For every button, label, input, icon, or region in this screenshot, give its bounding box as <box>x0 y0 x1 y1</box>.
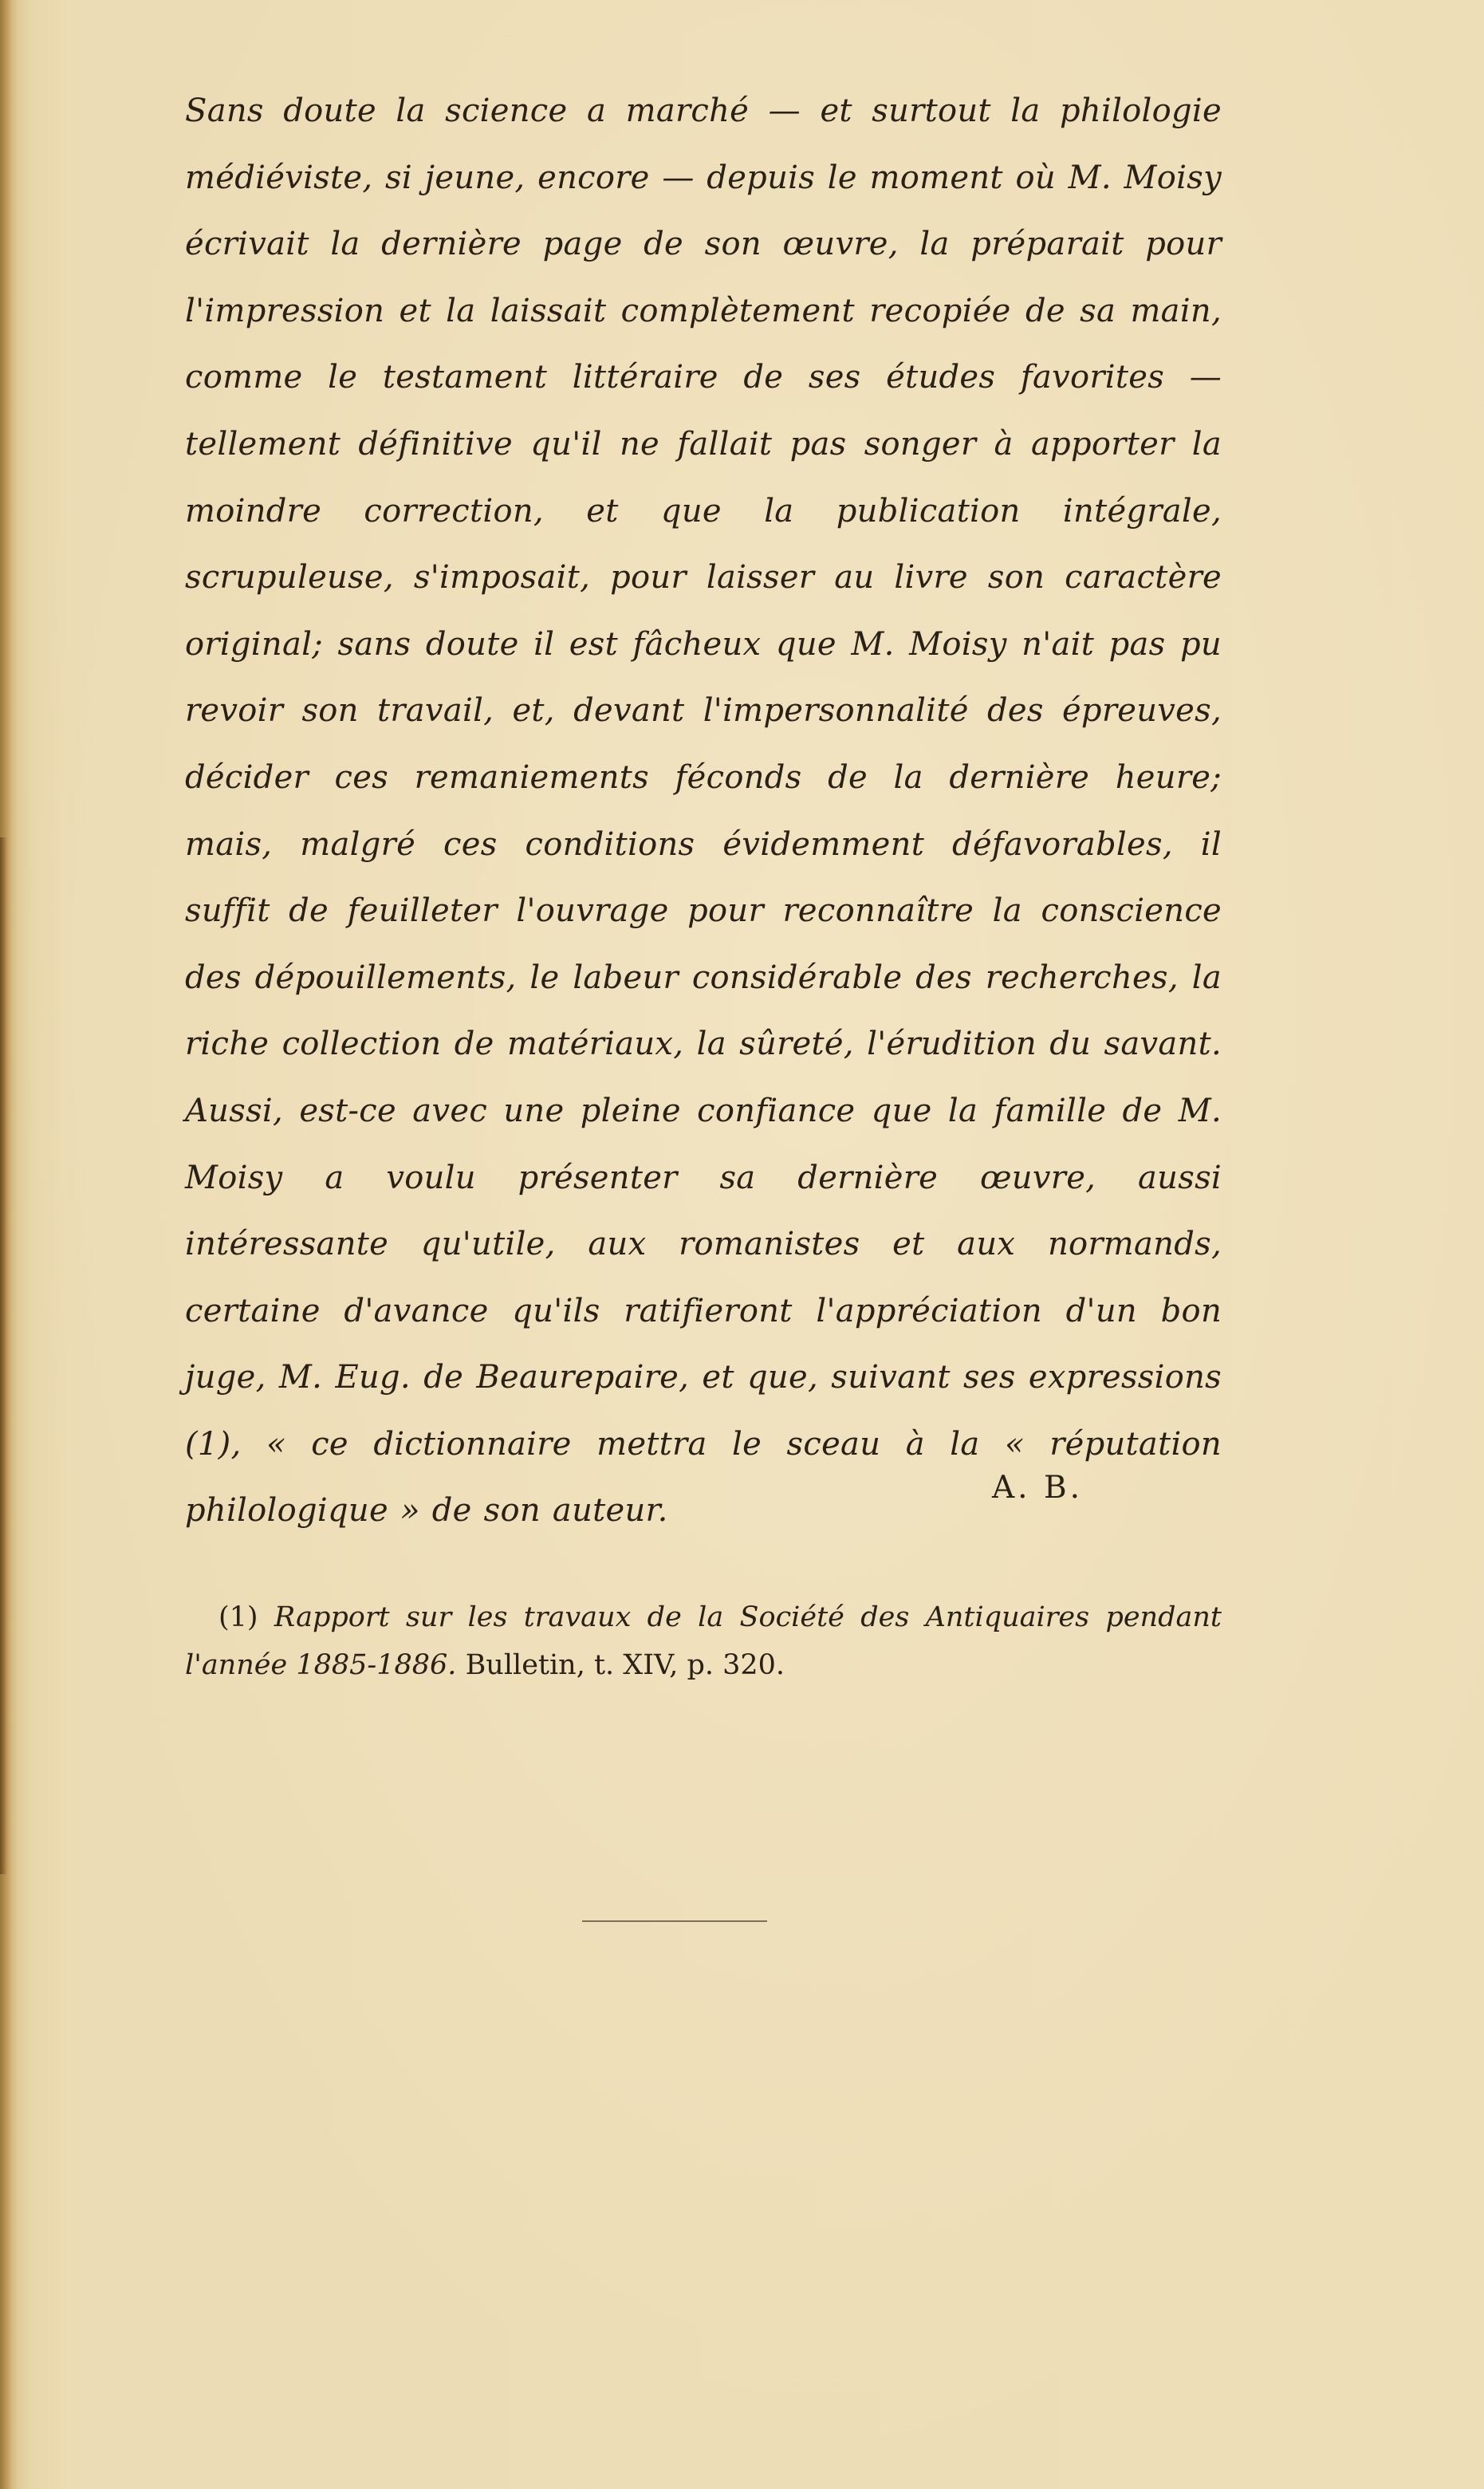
footnote-marker: (1) <box>218 1601 258 1633</box>
binding-shadow <box>0 837 7 1874</box>
footnote <box>185 1593 1222 1689</box>
body-paragraph: Sans doute la science a marché — et surtout la philologie médiéviste, si jeune, encore — depuis le moment où M. Moisy écrivait la dernière page de son œuvre, la préparait pour l'impression et la laissait complètement recopiée de sa main, comme le testament littéraire de ses études favorites — tellement définitive qu'il ne fallait pas songer à apporter la moindre correction, et que la publication intégrale, scrupuleuse, s'imposait, pour laisser au livre son caractère original; sans doute il est fâcheux que M. Moisy n'ait pas pu revoir son travail, et, devant l'impersonnalité des épreuves, décider ces remaniements féconds de la dernière heure; mais, malgré ces conditions évidemment défavorables, il suffit de feuilleter l'ouvrage pour reconnaître la conscience des dépouillements, le labeur considérable des recherches, la riche collection de matériaux, la sûreté, l'érudition du savant. Aussi, est-ce avec une pleine confiance que la famille de M. Moisy a voulu présenter sa dernière œuvre, aussi intéressante qu'utile, aux romanistes et aux normands, certaine d'avance qu'ils ratifieront l'appréciation d'un bon juge, M. Eug. de Beaurepaire, et que, suivant ses expressions (1), « ce dictionnaire mettra le sceau à la « réputation philologique » de son auteur. <box>185 93 1222 1530</box>
footnote-title: Rapport sur les travaux de la Société des Antiquaires pendant l'année 1885-1886. <box>185 1601 1222 1681</box>
footnote-rule <box>582 1920 767 1922</box>
footnote-reference: Bulletin, t. XIV, p. 320. <box>465 1649 785 1681</box>
signature-initials: A. B. <box>992 1470 1084 1506</box>
